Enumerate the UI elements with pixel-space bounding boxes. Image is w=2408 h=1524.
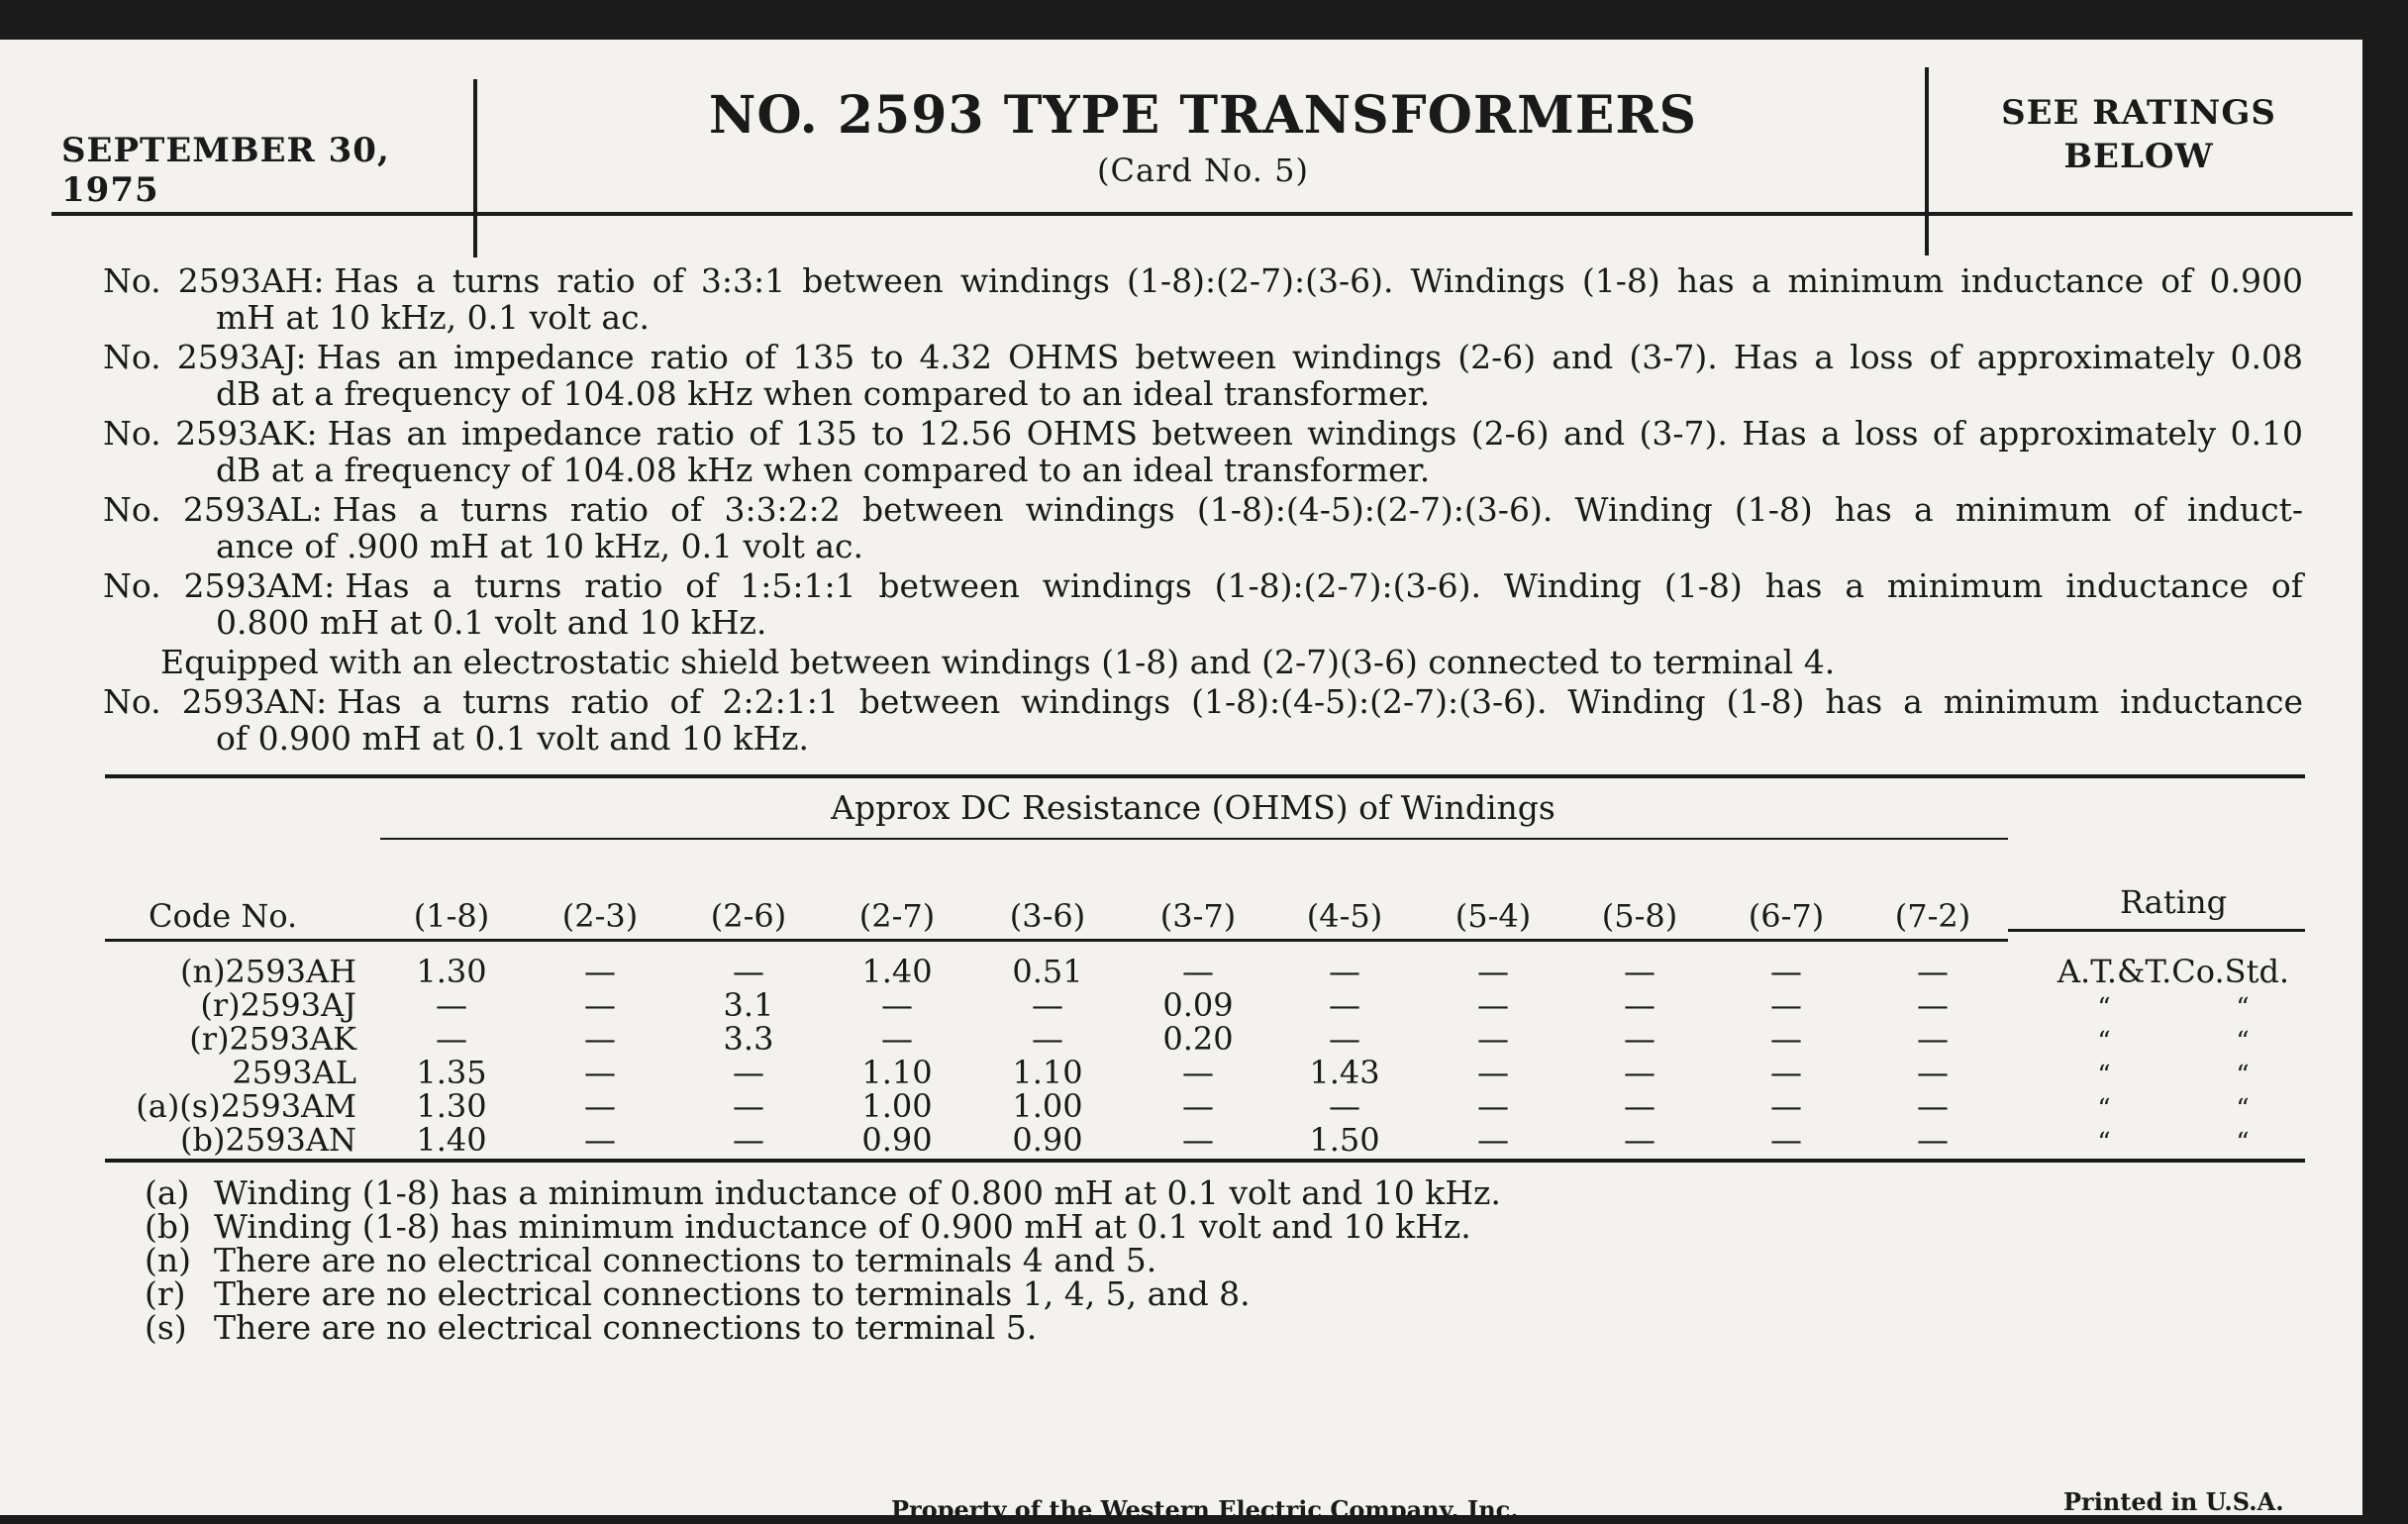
resistance-cell: 3.3: [723, 1020, 774, 1058]
resistance-cell: —: [1917, 1020, 1949, 1058]
resistance-cell: —: [1329, 1087, 1360, 1125]
ditto-mark: “: [2236, 993, 2250, 1023]
entry-code: No. 2593AH:: [103, 261, 325, 300]
footnote-key: (s): [145, 1308, 187, 1347]
entry-text-cont: dB at a frequency of 104.08 kHz when compared to an ideal transformer.: [216, 374, 1431, 413]
resistance-cell: —: [881, 1020, 913, 1058]
footnote-text: There are no electrical connections to terminals 1, 4, 5, and 8.: [214, 1274, 1251, 1313]
entry-text-cont: mH at 10 kHz, 0.1 volt ac.: [216, 298, 651, 337]
entry-text: Has an impedance ratio of 135 to 4.32 OHMS between windings (2-6) and (3-7). Has a loss of approximately 0.08: [316, 338, 2303, 376]
resistance-cell: 1.35: [416, 1054, 487, 1091]
resistance-cell: 1.50: [1309, 1121, 1380, 1159]
row-code: (n)2593AH: [179, 953, 356, 990]
resistance-cell: —: [1624, 1121, 1656, 1159]
description-entry: [103, 415, 2303, 488]
ditto-mark: “: [2236, 1094, 2250, 1124]
resistance-cell: —: [1917, 986, 1949, 1024]
footnote-text: Winding (1-8) has a minimum inductance of 0.800 mH at 0.1 volt and 10 kHz.: [214, 1173, 1501, 1212]
ditto-mark: “: [2097, 1061, 2111, 1090]
footnote-key: (a): [145, 1173, 190, 1212]
ratings-note-line1: SEE RATINGS: [2001, 93, 2276, 133]
resistance-cell: 0.90: [1012, 1121, 1083, 1159]
column-header: (1-8): [413, 897, 490, 935]
ratings-note: [1941, 91, 2337, 178]
ditto-mark: “: [2236, 1061, 2250, 1090]
resistance-cell: —: [1032, 1020, 1063, 1058]
resistance-cell: —: [881, 986, 913, 1024]
resistance-cell: 1.10: [1012, 1054, 1083, 1091]
resistance-cell: —: [1624, 1054, 1656, 1091]
table-group-title: Approx DC Resistance (OHMS) of Windings: [831, 788, 1555, 827]
row-code: (b)2593AN: [180, 1121, 356, 1159]
resistance-cell: 0.51: [1012, 953, 1083, 990]
entry-code: No. 2593AM:: [103, 566, 336, 605]
entry-text: Has a turns ratio of 2:2:1:1 between windings (1-8):(4-5):(2-7):(3-6). Winding (1-8) has a minimum inductance: [337, 682, 2303, 721]
resistance-cell: —: [1477, 1020, 1509, 1058]
entry-text: Has an impedance ratio of 135 to 12.56 OHMS between windings (2-6) and (3-7). Has a loss of approximately 0.10: [327, 414, 2304, 453]
footnote-key: (b): [145, 1207, 191, 1246]
footnote-key: (n): [145, 1241, 192, 1279]
resistance-cell: —: [584, 1054, 616, 1091]
description-entry: [103, 339, 2303, 412]
resistance-cell: 1.40: [416, 1121, 487, 1159]
entry-text-cont: 0.800 mH at 0.1 volt and 10 kHz.: [216, 603, 767, 642]
issue-date: SEPTEMBER 30, 1975: [61, 131, 390, 210]
resistance-cell: —: [1329, 1020, 1360, 1058]
entry-code: No. 2593AL:: [103, 490, 323, 529]
resistance-cell: —: [733, 1087, 764, 1125]
column-header: (7-2): [1894, 897, 1971, 935]
resistance-cell: 1.10: [861, 1054, 933, 1091]
description-entry: [103, 262, 2303, 336]
resistance-cell: —: [1770, 1054, 1802, 1091]
descriptions: [103, 262, 2303, 760]
resistance-cell: —: [733, 953, 764, 990]
table-top-rule: [105, 774, 2305, 778]
resistance-cell: 1.00: [1012, 1087, 1083, 1125]
entry-text-cont: of 0.900 mH at 0.1 volt and 10 kHz.: [216, 719, 809, 758]
resistance-cell: —: [1182, 1121, 1214, 1159]
resistance-cell: 0.09: [1162, 986, 1234, 1024]
entry-text: Has a turns ratio of 3:3:1 between windings (1-8):(2-7):(3-6). Windings (1-8) has a minimum inductance of 0.900: [334, 261, 2303, 300]
row-code: 2593AL: [232, 1054, 356, 1091]
page-title: NO. 2593 TYPE TRANSFORMERS: [708, 85, 1698, 146]
table-row: [0, 1089, 2362, 1123]
entry-code: No. 2593AN:: [103, 682, 328, 721]
ditto-mark: “: [2097, 1027, 2111, 1057]
rating-cell: [2020, 1056, 2327, 1092]
entry-code: No. 2593AJ:: [103, 338, 307, 376]
resistance-cell: 0.20: [1162, 1020, 1234, 1058]
card-number: (Card No. 5): [1097, 152, 1309, 189]
resistance-cell: —: [1477, 1087, 1509, 1125]
footnote: [145, 1173, 1501, 1212]
group-underline: [380, 838, 2008, 840]
resistance-cell: —: [584, 1020, 616, 1058]
resistance-cell: —: [1477, 1121, 1509, 1159]
footnote: [145, 1241, 1501, 1279]
entry-text: Has a turns ratio of 3:3:2:2 between windings (1-8):(4-5):(2-7):(3-6). Winding (1-8) has a minimum of induct-: [332, 490, 2303, 529]
footnote-key: (r): [145, 1274, 186, 1313]
header-divider-right: [1925, 67, 1929, 255]
table-row: [0, 955, 2362, 988]
resistance-cell: —: [1770, 1020, 1802, 1058]
entry-text-cont: ance of .900 mH at 10 kHz, 0.1 volt ac.: [216, 527, 864, 565]
rating-cell: [2020, 1089, 2327, 1126]
entry-text-cont: dB at a frequency of 104.08 kHz when compared to an ideal transformer.: [216, 451, 1431, 489]
resistance-cell: —: [584, 1121, 616, 1159]
footnote: [145, 1274, 1501, 1313]
column-header: (2-3): [561, 897, 639, 935]
ditto-mark: “: [2236, 1128, 2250, 1158]
resistance-cell: —: [1917, 1121, 1949, 1159]
resistance-cell: —: [1032, 986, 1063, 1024]
rating-cell: [2020, 1022, 2327, 1059]
footnote-text: There are no electrical connections to terminals 4 and 5.: [214, 1241, 1157, 1279]
column-header: (5-8): [1601, 897, 1678, 935]
resistance-cell: —: [1182, 1087, 1214, 1125]
resistance-cell: —: [1329, 953, 1360, 990]
resistance-cell: —: [1624, 1020, 1656, 1058]
printed-notice: Printed in U.S.A.: [2063, 1487, 2284, 1516]
row-code: (r)2593AK: [189, 1020, 356, 1058]
resistance-cell: —: [1477, 953, 1509, 990]
spec-card: [0, 40, 2362, 1524]
resistance-cell: 1.00: [861, 1087, 933, 1125]
resistance-cell: —: [1770, 953, 1802, 990]
resistance-cell: —: [1770, 1087, 1802, 1125]
resistance-cell: —: [584, 1087, 616, 1125]
description-entry: [103, 683, 2303, 757]
footnote: [145, 1207, 1501, 1246]
column-header: (6-7): [1748, 897, 1825, 935]
resistance-cell: —: [584, 953, 616, 990]
resistance-cell: —: [584, 986, 616, 1024]
column-header: (5-4): [1455, 897, 1532, 935]
table-row: [0, 988, 2362, 1022]
shield-note: Equipped with an electrostatic shield between windings (1-8) and (2-7)(3-6) connected to terminal 4.: [160, 643, 1836, 681]
ditto-mark: “: [2097, 1128, 2111, 1158]
footnote: [145, 1308, 1501, 1347]
resistance-cell: —: [1477, 986, 1509, 1024]
resistance-cell: —: [1624, 1087, 1656, 1125]
code-header: Code No.: [149, 897, 298, 935]
resistance-cell: —: [1917, 1054, 1949, 1091]
column-header: (3-6): [1009, 897, 1086, 935]
rating-cell: [2020, 988, 2327, 1025]
resistance-cell: —: [436, 986, 467, 1024]
table-bottom-rule: [105, 1159, 2305, 1163]
property-notice: Property of the Western Electric Company, Inc.: [891, 1495, 1519, 1524]
resistance-cell: —: [1770, 986, 1802, 1024]
table-row: [0, 1056, 2362, 1089]
footnote-text: Winding (1-8) has minimum inductance of 0.900 mH at 0.1 volt and 10 kHz.: [214, 1207, 1471, 1246]
ratings-note-line2: BELOW: [2063, 137, 2214, 176]
ditto-mark: “: [2097, 993, 2111, 1023]
entry-code: No. 2593AK:: [103, 414, 318, 453]
resistance-cell: —: [1182, 953, 1214, 990]
resistance-cell: —: [733, 1054, 764, 1091]
title-block: [475, 85, 1931, 189]
resistance-cell: 1.30: [416, 953, 487, 990]
header-underline: [105, 939, 2008, 942]
column-header: (2-7): [858, 897, 936, 935]
resistance-cell: —: [1770, 1121, 1802, 1159]
resistance-cell: —: [1329, 986, 1360, 1024]
ditto-mark: “: [2097, 1094, 2111, 1124]
table-row: [0, 1123, 2362, 1157]
rating-cell: A.T.&T.Co.Std.: [2057, 953, 2290, 990]
description-entry: [103, 567, 2303, 641]
rating-underline: [2008, 929, 2305, 932]
entry-text: Has a turns ratio of 1:5:1:1 between windings (1-8):(2-7):(3-6). Winding (1-8) has a minimum inductance of: [345, 566, 2303, 605]
footnote-text: There are no electrical connections to terminal 5.: [214, 1308, 1038, 1347]
footnotes: [145, 1173, 1501, 1347]
resistance-cell: —: [1624, 986, 1656, 1024]
resistance-cell: 1.43: [1309, 1054, 1380, 1091]
resistance-cell: —: [1477, 1054, 1509, 1091]
rating-cell: [2020, 1123, 2327, 1160]
resistance-cell: 3.1: [723, 986, 774, 1024]
row-code: (r)2593AJ: [200, 986, 356, 1024]
resistance-cell: 1.40: [861, 953, 933, 990]
column-header: (3-7): [1159, 897, 1237, 935]
resistance-cell: —: [1624, 953, 1656, 990]
resistance-cell: —: [1917, 953, 1949, 990]
resistance-cell: —: [436, 1020, 467, 1058]
column-header: (2-6): [710, 897, 787, 935]
resistance-cell: —: [733, 1121, 764, 1159]
resistance-cell: —: [1917, 1087, 1949, 1125]
resistance-cell: 0.90: [861, 1121, 933, 1159]
row-code: (a)(s)2593AM: [136, 1087, 356, 1125]
column-header: (4-5): [1306, 897, 1383, 935]
rating-header: Rating: [2119, 883, 2228, 921]
description-entry: [103, 491, 2303, 564]
ditto-mark: “: [2236, 1027, 2250, 1057]
table-row: [0, 1022, 2362, 1056]
header-rule: [51, 212, 2353, 216]
resistance-cell: 1.30: [416, 1087, 487, 1125]
resistance-cell: —: [1182, 1054, 1214, 1091]
